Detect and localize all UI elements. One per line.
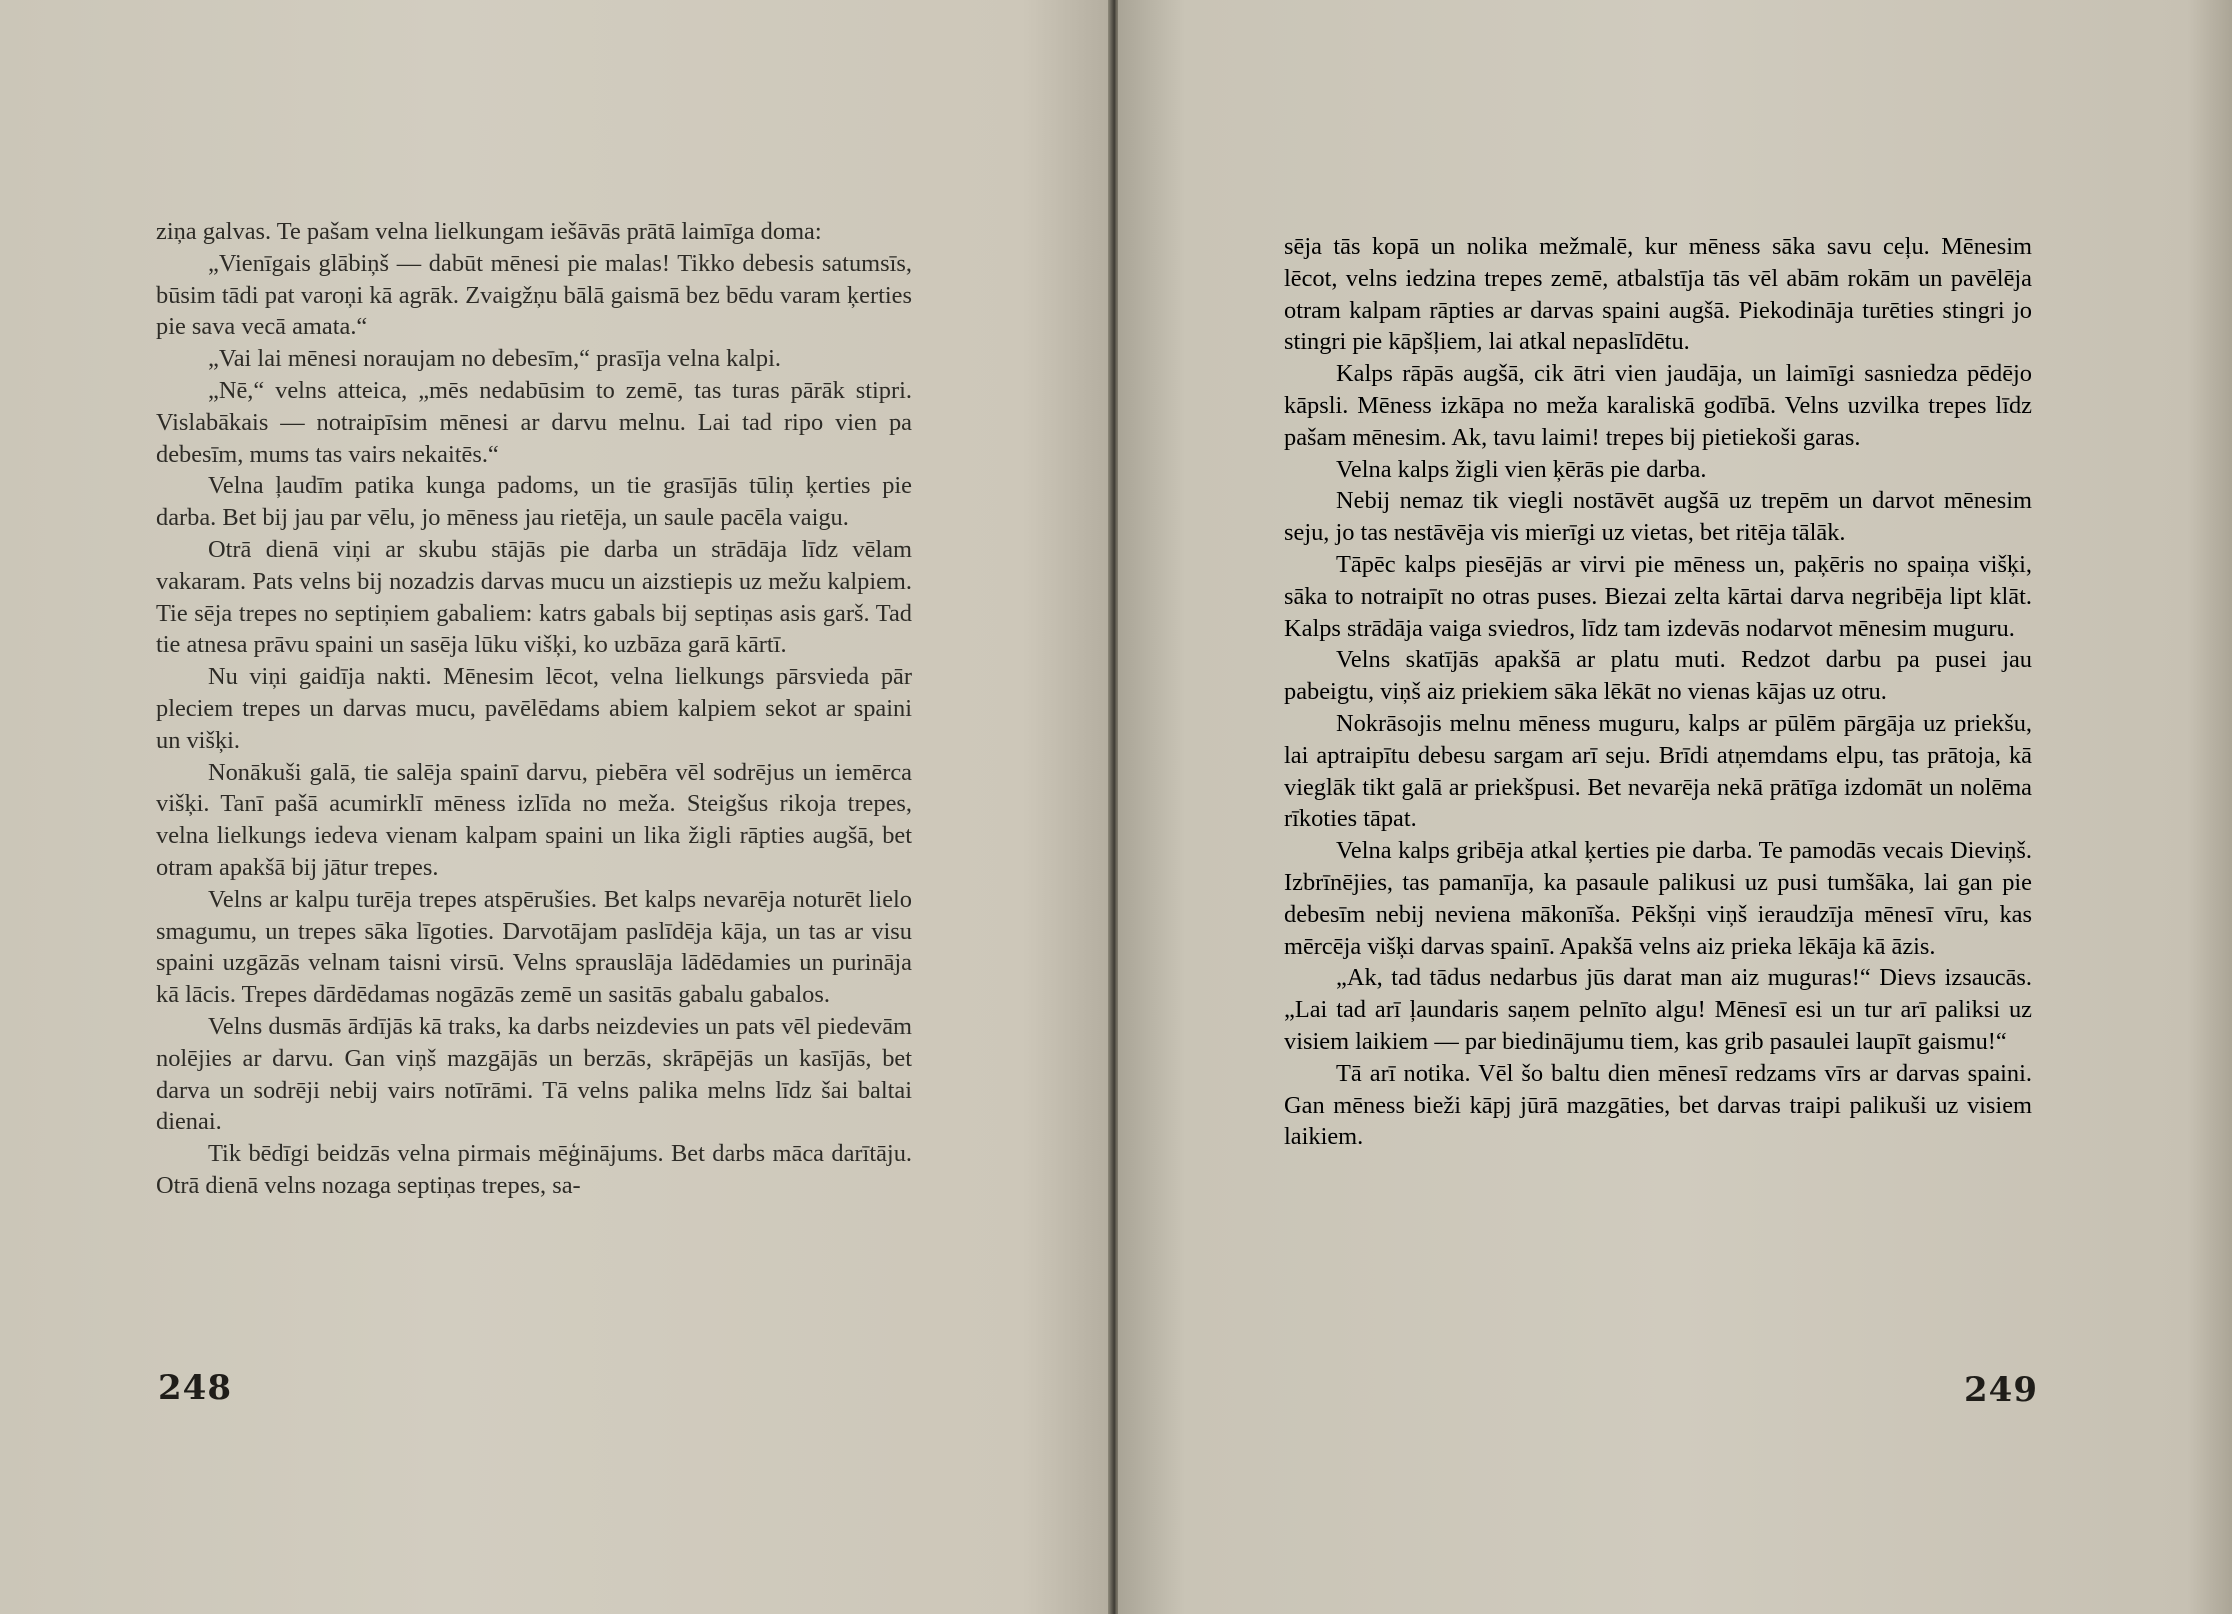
paragraph: Velns skatījās apakšā ar platu muti. Redzot darbu pa pusei jau pabeigtu, viņš aiz priekiem sāka lēkāt no vienas kājas uz otru.: [1284, 646, 2032, 706]
paragraph: „Nē,“ velns atteica, „mēs nedabūsim to zemē, tas turas pārāk stipri. Vislabākais — notraipīsim mēnesi ar darvu melnu. Lai tad ripo vien pa debesīm, mums tas vairs nekaitēs.“: [156, 376, 912, 468]
right-page-text: [1284, 231, 2032, 1153]
paragraph: Nokrāsojis melnu mēness muguru, kalps ar pūlēm pārgāja uz priekšu, lai aptraipītu debesu sargam arī seju. Brīdi atņemdams elpu, tas prātoja, kā vieglāk tikt galā ar priekšpusi. Bet nevarēja nekā prātīga izdomāt un nolēma rīkoties tāpat.: [1284, 709, 2032, 833]
paragraph: Tik bēdīgi beidzās velna pirmais mēģinājums. Bet darbs māca darītāju. Otrā dienā velns nozaga septiņas trepes, sa-: [156, 1140, 912, 1199]
paragraph: Kalps rāpās augšā, cik ātri vien jaudāja, un laimīgi sasniedza pēdējo kāpsli. Mēness izkāpa no meža karaliskā godībā. Velns uzvilka trepes līdz pašam mēnesim. Ak, tavu laimi! trepes bij pietiekoši garas.: [1284, 360, 2032, 451]
paragraph: Velna ļaudīm patika kunga padoms, un tie grasījās tūliņ ķerties pie darba. Bet bij jau par vēlu, jo mēness jau rietēja, un saule pacēla vaigu.: [156, 472, 912, 532]
paragraph: ziņa galvas. Te pašam velna lielkungam iešāvās prātā laimīga doma:: [156, 218, 822, 245]
paragraph: Velns dusmās ārdījās kā traks, ka darbs neizdevies un pats vēl piedevām nolējies ar darvu. Gan viņš mazgājās un berzās, skrāpējās un kasījās, bet darva un sodrēji nebij vairs notīrāmi. Tā velns palika melns līdz šai baltai dienai.: [156, 1012, 912, 1136]
paragraph: Nebij nemaz tik viegli nostāvēt augšā uz trepēm un darvot mēnesim seju, jo tas nestāvēja vis mierīgi uz vietas, bet ritēja tālāk.: [1284, 487, 2032, 547]
paragraph: „Ak, tad tādus nedarbus jūs darat man aiz muguras!“ Dievs izsaucās. „Lai tad arī ļaundaris saņem pelnīto algu! Mēnesī esi un tur arī paliksi uz visiem laikiem — par biedinājumu tiem, kas grib pasaulei laupīt gaismu!“: [1284, 964, 2032, 1055]
paragraph: Nonākuši galā, tie salēja spainī darvu, piebēra vēl sodrējus un iemērca višķi. Tanī pašā acumirklī mēness izlīda no meža. Steigšus rikoja trepes, velna lielkungs iedeva vienam kalpam spaini un lika žigli rāpties augšā, bet otram apakšā bij jātur trepes.: [156, 758, 912, 881]
paragraph: Velns ar kalpu turēja trepes atspērušies. Bet kalps nevarēja noturēt lielo smagumu, un trepes sāka līgoties. Darvotājam paslīdēja kāja, un tas ar visu spaini uzgāzās velnam taisni virsū. Velns sprauslāja lādēdamies un purināja kā lācis. Trepes dārdēdamas nogāzās zemē un sasitās gabalu gabalos.: [156, 885, 912, 1009]
paragraph: „Vienīgais glābiņš — dabūt mēnesi pie malas! Tikko debesis satumsīs, būsim tādi pat varoņi kā agrāk. Zvaigžņu bālā gaismā bez bēdu varam ķerties pie sava vecā amata.“: [156, 249, 912, 341]
left-page: [0, 0, 1112, 1614]
paragraph: sēja tās kopā un nolika mežmalē, kur mēness sāka savu ceļu. Mēnesim lēcot, velns iedzina trepes zemē, atbalstīja tās vēl abām rokām un pavēlēja otram kalpam rāpties ar darvas spaini augšā. Piekodināja turēties stingri jo stingri pie kāpšļiem, lai atkal nepaslīdētu.: [1284, 233, 2032, 356]
page-number: 248: [158, 1368, 232, 1408]
page-number: 249: [1964, 1370, 2038, 1410]
left-page-text: [156, 216, 912, 1202]
paragraph: Tā arī notika. Vēl šo baltu dien mēnesī redzams vīrs ar darvas spaini. Gan mēness bieži kāpj jūrā mazgāties, bet darvas traipi palikuši uz visiem laikiem.: [1284, 1059, 2032, 1151]
paragraph: Nu viņi gaidīja nakti. Mēnesim lēcot, velna lielkungs pārsvieda pār pleciem trepes un darvas mucu, pavēlēdams abiem kalpiem sekot ar spaini un višķi.: [156, 663, 912, 754]
paragraph: „Vai lai mēnesi noraujam no debesīm,“ prasīja velna kalpi.: [208, 345, 781, 373]
paragraph: Tāpēc kalps piesējās ar virvi pie mēness un, paķēris no spaiņa višķi, sāka to notraipīt no otras puses. Biezai zelta kārtai darva negribēja lipt klāt. Kalps strādāja vaiga sviedros, līdz tam izdevās nodarvot mēnesim muguru.: [1284, 550, 2032, 642]
paragraph: Velna kalps gribēja atkal ķerties pie darba. Te pamodās vecais Dieviņš. Izbrīnējies, tas pamanīja, ka pasaule palikusi uz pusi tumšāka, lai gan pie debesīm nebij neviena mākonīša. Pēkšņi viņš ieraudzīja mēnesī vīru, kas mērcēja višķi darvas spainī. Apakšā velns aiz prieka lēkāja kā āzis.: [1284, 837, 2032, 960]
paragraph: Velna kalps žigli vien ķērās pie darba.: [1336, 455, 1707, 483]
paragraph: Otrā dienā viņi ar skubu stājās pie darba un strādāja līdz vēlam vakaram. Pats velns bij nozadzis darvas mucu un aizstiepis uz mežu kalpiem. Tie sēja trepes no septiņiem gabaliem: katrs gabals bij septiņas asis garš. Tad tie atnesa prāvu spaini un sasēja lūku višķi, ko uzbāza garā kārtī.: [156, 535, 912, 659]
